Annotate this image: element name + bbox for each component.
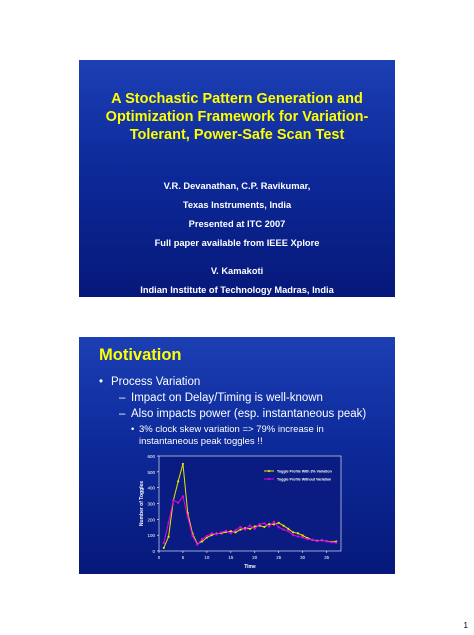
series-2-point (292, 534, 294, 536)
x-axis-label: Time (244, 564, 256, 570)
series-1-point (273, 523, 275, 525)
series-2-point (330, 541, 332, 543)
series-1-point (211, 534, 213, 536)
series-2-point (244, 529, 246, 531)
x-tick-label: 25 (276, 555, 282, 560)
series-2-point (249, 524, 251, 526)
presentation-title (87, 90, 387, 144)
series-2-point (282, 529, 284, 531)
y-tick-label: 600 (147, 454, 155, 459)
series-2-point (335, 542, 337, 544)
series-2-point (254, 528, 256, 530)
series-1-point (297, 532, 299, 534)
series-1-point (230, 530, 232, 532)
slide-title: Motivation (99, 346, 182, 364)
series-1-point (278, 522, 280, 524)
x-tick-label: 0 (157, 555, 161, 560)
x-tick-label: 10 (204, 555, 210, 560)
affiliation-iitm: Indian Institute of Technology Madras, India (140, 285, 334, 295)
series-2-point (196, 544, 198, 546)
series-2-point (263, 522, 265, 524)
title-line-3: Tolerant, Power-Safe Scan Test (129, 127, 345, 143)
x-tick-label: 30 (300, 555, 306, 560)
legend-label-2: Toggle Profile Without Variation (277, 477, 332, 482)
series-2-point (211, 532, 213, 534)
spacer (79, 253, 395, 262)
series-2-point (230, 532, 232, 534)
y-axis-label: Number of Toggles (139, 480, 145, 527)
y-tick-label: 0 (152, 549, 155, 554)
series-1-point (163, 547, 165, 549)
title-line-2: Optimization Framework for Variation- (105, 109, 369, 125)
y-tick-label: 200 (147, 517, 155, 523)
sub-bullet-delay: – Impact on Delay/Timing is well-known (99, 391, 387, 405)
series-1-point (282, 525, 284, 527)
page-number: 1 (463, 621, 468, 630)
series-2-point (235, 529, 237, 531)
legend-marker-1 (268, 470, 270, 472)
series-2-point (311, 539, 313, 541)
series-1-point (235, 531, 237, 533)
series-1-point (167, 536, 169, 538)
series-1-point (302, 534, 304, 536)
x-tick-label: 5 (181, 555, 185, 560)
y-tick-label: 100 (147, 533, 155, 539)
sub-bullet-power: – Also impacts power (esp. instantaneous peak) (99, 407, 387, 421)
series-2-point (278, 526, 280, 528)
paper-note: Full paper available from IEEE Xplore (154, 238, 320, 248)
title-line-1: A Stochastic Pattern Generation and (111, 91, 363, 107)
title-slide (79, 60, 395, 297)
series-2-point (321, 539, 323, 541)
presented-at: Presented at ITC 2007 (188, 219, 286, 229)
series-2-point (239, 526, 241, 528)
series-2-point (182, 495, 184, 497)
series-1-point (254, 525, 256, 527)
author-kamakoti: V. Kamakoti (210, 266, 264, 276)
series-1-point (182, 463, 184, 465)
series-2-point (167, 521, 169, 523)
author-block (79, 177, 395, 300)
series-2-point (297, 535, 299, 537)
series-1-point (268, 523, 270, 525)
legend-label-1: Toggle Profile With 3% Variation (277, 469, 332, 474)
motivation-slide (79, 337, 395, 574)
series-2-point (306, 538, 308, 540)
bullet-process-variation: • Process Variation (99, 375, 387, 389)
x-tick-label: 35 (324, 555, 330, 560)
series-1-point (249, 528, 251, 530)
series-2-point (268, 525, 270, 527)
skew-line-1: 3% clock skew variation => 79% increase in (139, 424, 324, 435)
series-2-point (258, 523, 260, 525)
affiliation-ti: Texas Instruments, India (182, 200, 292, 210)
series-1-point (287, 528, 289, 530)
series-2-point (215, 533, 217, 535)
series-2-point (191, 535, 193, 537)
series-2-point (273, 521, 275, 523)
skew-line-2: instantaneous peak toggles !! (139, 435, 263, 447)
series-2-point (287, 530, 289, 532)
series-2-point (163, 542, 165, 544)
series-2-point (225, 530, 227, 532)
series-1-point (177, 480, 179, 482)
series-2-point (302, 536, 304, 538)
series-2-point (187, 516, 189, 518)
series-2-point (316, 540, 318, 542)
series-2-point (220, 531, 222, 533)
series-1-point (292, 531, 294, 533)
series-2-point (172, 499, 174, 501)
y-tick-label: 400 (147, 485, 155, 491)
legend-marker-2 (268, 478, 270, 480)
y-tick-label: 300 (147, 501, 155, 507)
y-tick-label: 500 (147, 469, 155, 475)
x-tick-label: 15 (228, 555, 234, 560)
series-2-point (326, 540, 328, 542)
series-2-point (201, 538, 203, 540)
toggle-profile-chart (79, 337, 395, 574)
series-1-point (263, 526, 265, 528)
series-2-point (206, 535, 208, 537)
x-tick-label: 20 (252, 555, 258, 560)
series-1-point (239, 529, 241, 531)
authors: V.R. Devanathan, C.P. Ravikumar, (163, 181, 311, 191)
series-2-point (177, 502, 179, 504)
